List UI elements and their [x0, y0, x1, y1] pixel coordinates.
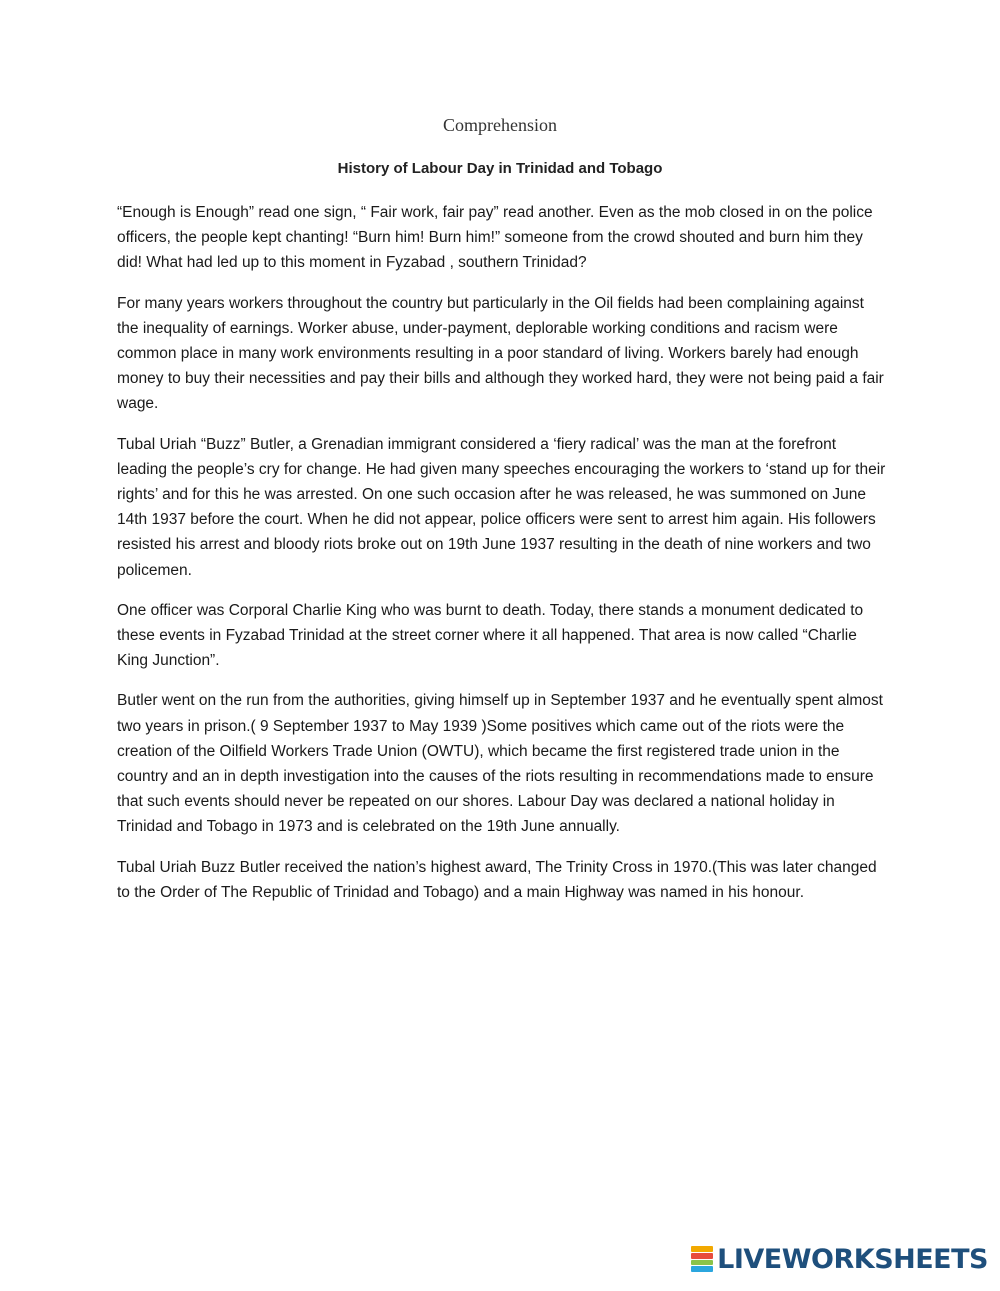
- logo-text: LIVEWORKSHEETS: [717, 1243, 988, 1275]
- logo-mark-icon: [691, 1246, 713, 1272]
- logo-mark-block: [691, 1266, 713, 1272]
- paragraph-4: One officer was Corporal Charlie King who was burnt to death. Today, there stands a monument dedicated to these events in Fyzabad Trinidad at the street corner where it all happened. That area is now called “Charlie King Junction”.: [117, 601, 864, 670]
- paragraph-6: Tubal Uriah Buzz Butler received the nation’s highest award, The Trinity Cross in 1970.(This was later changed to the Order of The Republic of Trinidad and Tobago) and a main Highway was named in his honour.: [117, 858, 877, 901]
- logo-mark-block: [691, 1260, 713, 1266]
- paragraph-5: Butler went on the run from the authorities, giving himself up in September 1937 and he eventually spent almost two years in prison.( 9 September 1937 to May 1939 )Some positives which came out of the riots were the creation of the Oilfield Workers Trade Union (OWTU), which became the first registered trade union in the country and an in depth investigation into the causes of the riots resulting in recommendations made to ensure that such events should never be repeated on our shores. Labour Day was declared a national holiday in Trinidad and Tobago in 1973 and is celebrated on the 19th June annually.: [117, 692, 883, 836]
- paragraph-2: For many years workers throughout the country but particularly in the Oil fields had been complaining against the inequality of earnings. Worker abuse, under-payment, deplorable working conditions and racism were common place in many work environments resulting in a poor standard of living. Workers barely had enough money to buy their necessities and pay their bills and although they worked hard, they were not being paid a fair wage.: [117, 294, 884, 413]
- article-title: History of Labour Day in Trinidad and Tobago: [337, 160, 663, 177]
- page-title: Comprehension: [443, 115, 557, 135]
- logo-mark-block: [691, 1246, 713, 1252]
- paragraph-3: Tubal Uriah “Buzz” Butler, a Grenadian immigrant considered a ‘fiery radical’ was the man at the forefront leading the people’s cry for change. He had given many speeches encouraging the workers to ‘stand up for their rights’ and for this he was arrested. On one such occasion after he was released, he was summoned on June 14th 1937 before the court. When he did not appear, police officers were sent to arrest him again. His followers resisted his arrest and bloody riots broke out on 19th June 1937 resulting in the death of nine workers and two policemen.: [117, 435, 886, 579]
- logo-mark-block: [691, 1253, 713, 1259]
- article-body: [117, 200, 887, 920]
- paragraph-1: “Enough is Enough” read one sign, “ Fair work, fair pay” read another. Even as the mob closed in on the police officers, the people kept chanting! “Burn him! Burn him!” someone from the crowd shouted and burn him they did! What had led up to this moment in Fyzabad , southern Trinidad?: [117, 204, 873, 272]
- liveworksheets-logo: [691, 1245, 988, 1273]
